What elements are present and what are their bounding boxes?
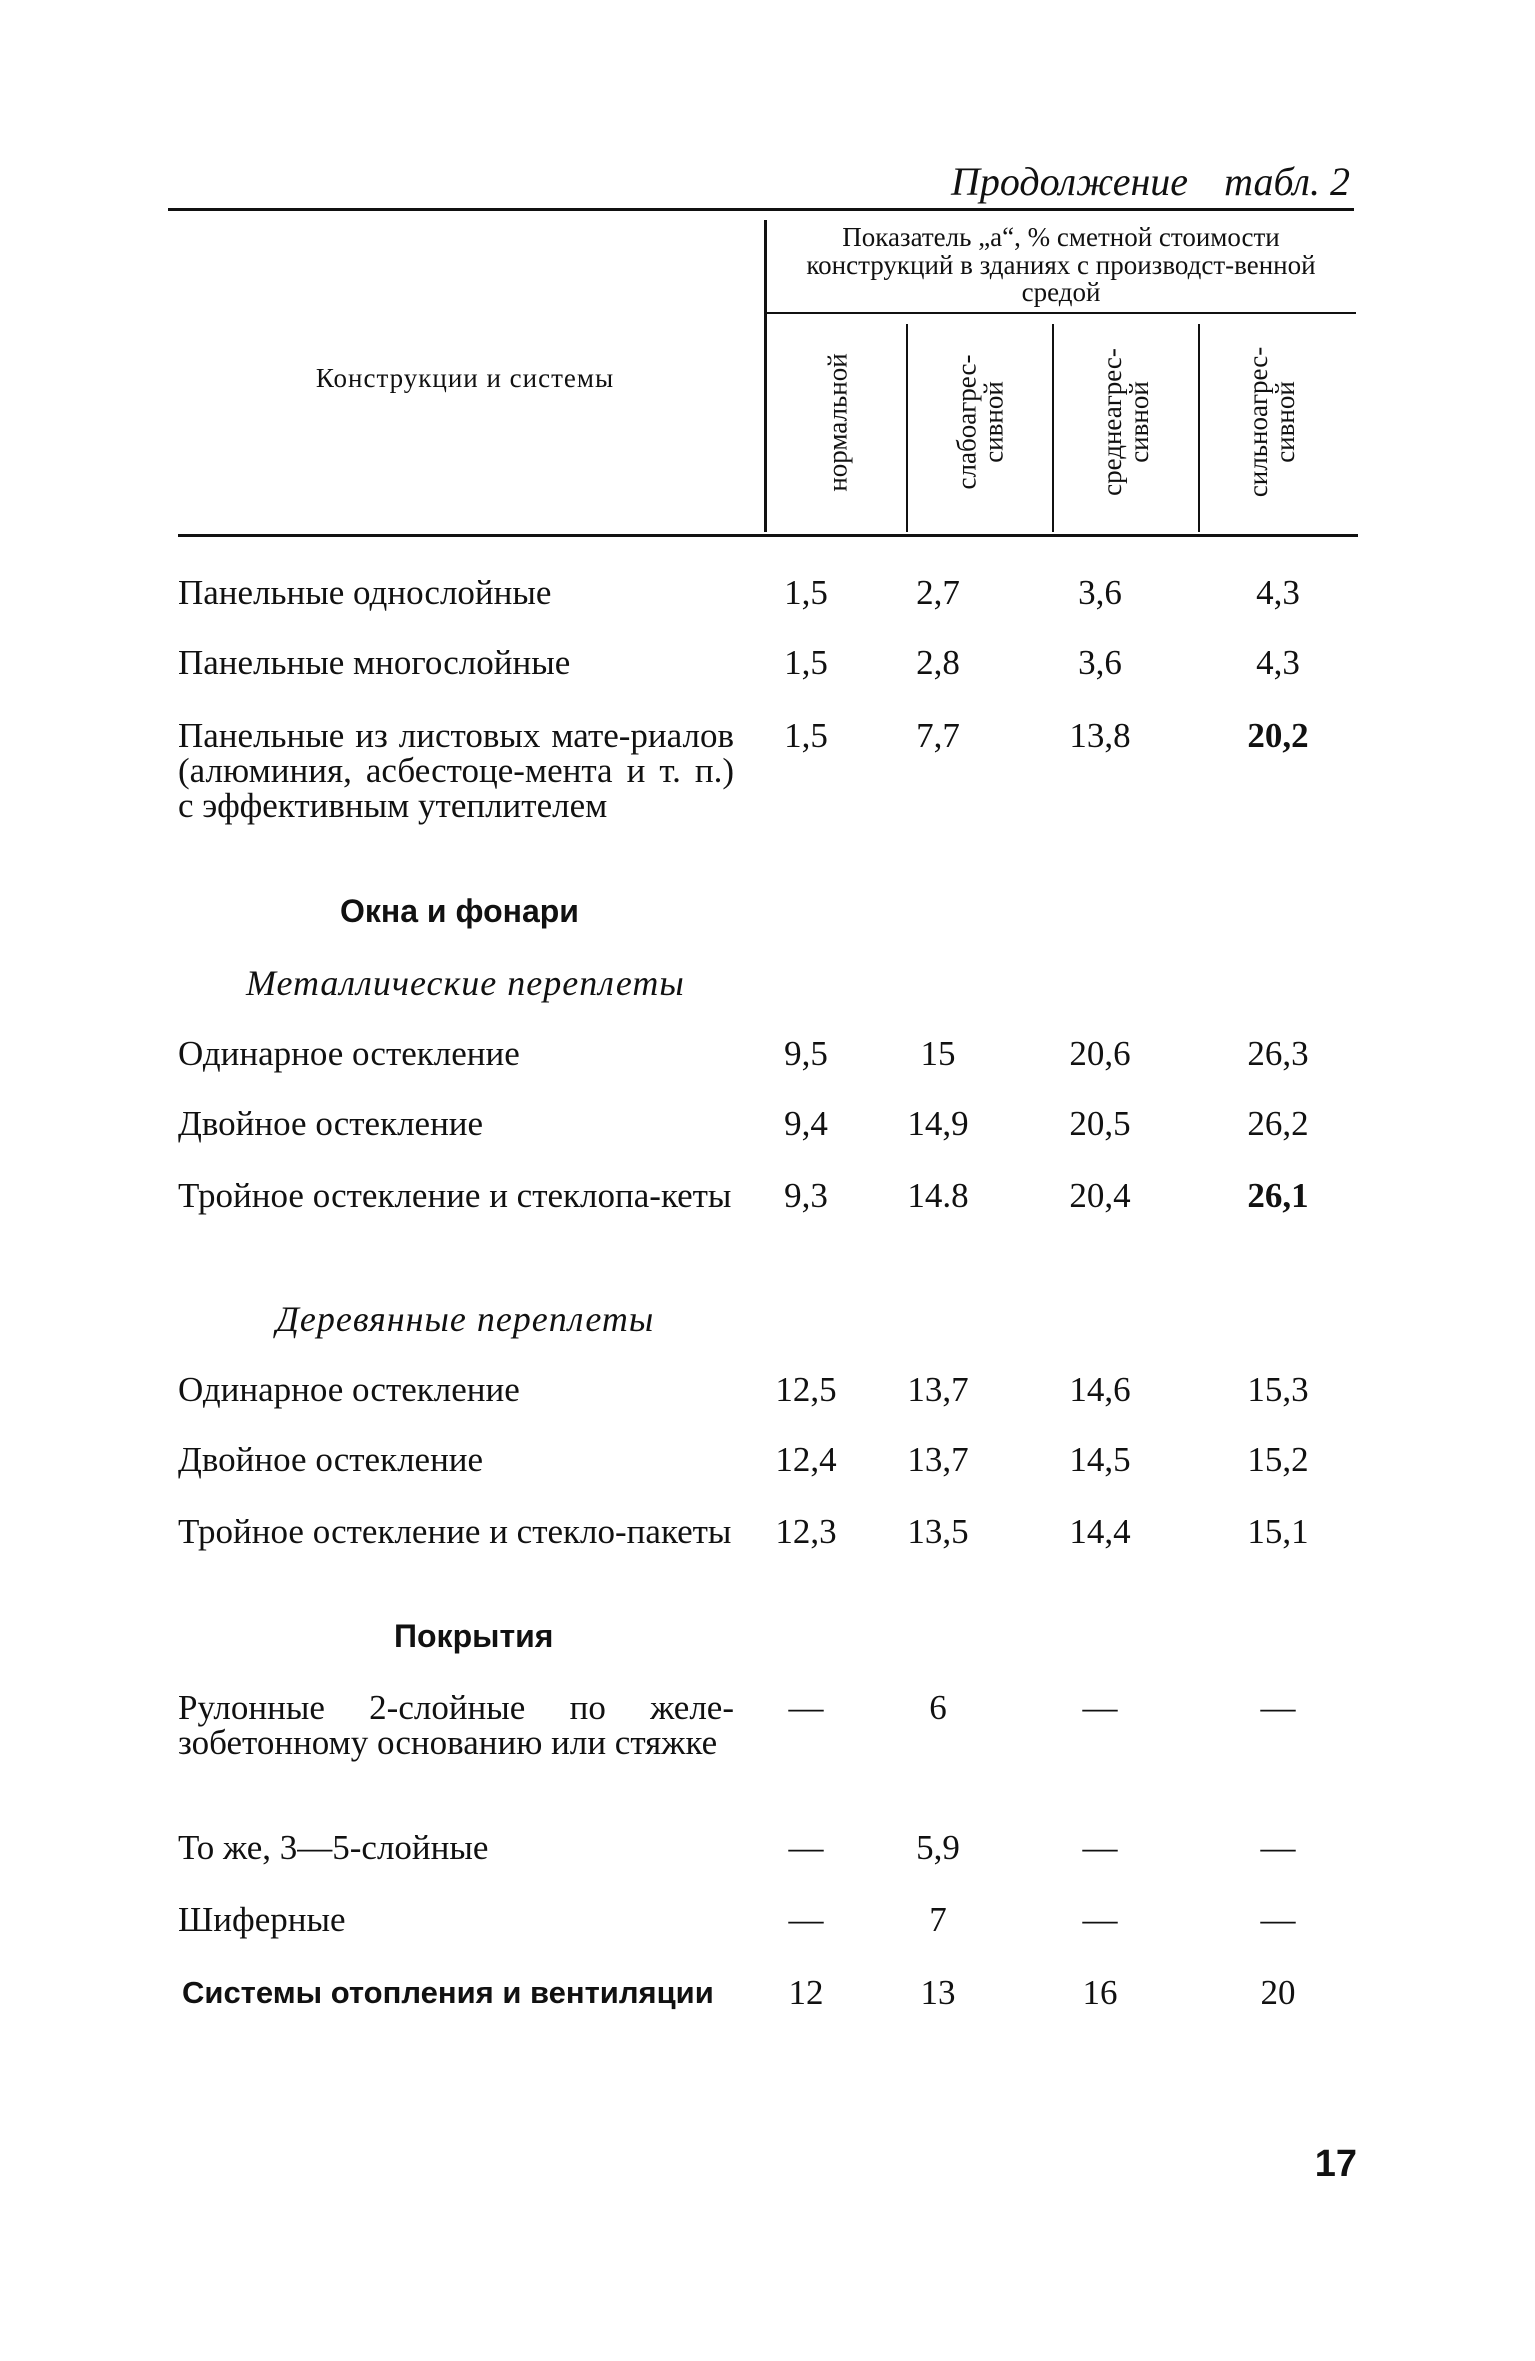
header-col-weak: слабоагрес- сивной <box>951 354 1008 490</box>
row-label: Тройное остекление и стекло-пакеты <box>178 1512 732 1551</box>
cell-weak: 13,5 <box>907 1512 969 1551</box>
row-label: Панельные многослойные <box>178 643 571 682</box>
row-label: Рулонные 2-слойные по желе-зобетонному основанию или стяжке <box>178 1688 734 1762</box>
cell-medium: 3,6 <box>1078 573 1122 612</box>
cell-strong: 20 <box>1260 1973 1296 2012</box>
row-label: Шиферные <box>178 1900 346 1939</box>
cell-normal: 9,4 <box>784 1104 828 1143</box>
header-col-medium: среднеагрес- сивной <box>1097 348 1154 496</box>
cell-strong: 15,3 <box>1247 1370 1309 1409</box>
row-label: Системы отопления и вентиляции <box>182 1975 714 2010</box>
cell-normal: 1,5 <box>784 716 828 755</box>
cell-strong: 4,3 <box>1256 643 1300 682</box>
cell-weak: 14.8 <box>907 1176 969 1215</box>
top-rule <box>168 208 1354 211</box>
cell-normal: 12,4 <box>775 1440 837 1479</box>
cell-normal: — <box>788 1900 824 1939</box>
cell-strong: — <box>1260 1900 1296 1939</box>
cell-medium: 20,5 <box>1069 1104 1131 1143</box>
cell-normal: 1,5 <box>784 643 828 682</box>
header-col-strong: сильноагрес- сивной <box>1243 346 1301 498</box>
cell-strong: 15,2 <box>1247 1440 1309 1479</box>
cell-strong: 26,3 <box>1247 1034 1309 1073</box>
row-label: Тройное остекление и стеклопа-кеты <box>178 1176 732 1215</box>
cell-strong: 26,2 <box>1247 1104 1309 1143</box>
row-label: Двойное остекление <box>178 1104 484 1143</box>
header-divider-3 <box>1052 324 1054 532</box>
cell-weak: 6 <box>929 1688 947 1727</box>
header-col-normal: нормальной <box>822 352 853 492</box>
cell-strong: 4,3 <box>1256 573 1300 612</box>
cell-medium: 14,4 <box>1069 1512 1131 1551</box>
cell-medium: — <box>1082 1900 1118 1939</box>
cell-strong: — <box>1260 1688 1296 1727</box>
cell-medium: 3,6 <box>1078 643 1122 682</box>
header-constructions: Конструкции и системы <box>315 362 615 393</box>
row-label: Панельные из листовых мате-риалов (алюминия, асбестоце-мента и т. п.) с эффективным утеплителем <box>178 716 734 825</box>
cell-medium: 16 <box>1082 1973 1118 2012</box>
cell-weak: 7 <box>929 1900 947 1939</box>
cell-normal: — <box>788 1828 824 1867</box>
subsection-wood: Деревянные переплеты <box>276 1299 655 1339</box>
cell-medium: — <box>1082 1688 1118 1727</box>
cell-strong: 20,2 <box>1247 716 1309 755</box>
cell-strong: — <box>1260 1828 1296 1867</box>
cell-weak: 13 <box>920 1973 956 2012</box>
row-label: То же, 3—5-слойные <box>178 1828 489 1867</box>
cell-weak: 7,7 <box>916 716 960 755</box>
cell-medium: — <box>1082 1828 1118 1867</box>
cell-medium: 20,6 <box>1069 1034 1131 1073</box>
section-coverings: Покрытия <box>394 1618 554 1654</box>
row-label: Одинарное остекление <box>178 1370 520 1409</box>
cell-weak: 5,9 <box>916 1828 960 1867</box>
section-windows: Окна и фонари <box>340 893 579 929</box>
cell-weak: 13,7 <box>907 1370 969 1409</box>
cell-medium: 14,5 <box>1069 1440 1131 1479</box>
table-caption <box>951 158 1350 205</box>
header-bottom-rule <box>178 534 1358 537</box>
header-divider-4 <box>1198 324 1200 532</box>
cell-medium: 14,6 <box>1069 1370 1131 1409</box>
row-label: Одинарное остекление <box>178 1034 520 1073</box>
cell-medium: 20,4 <box>1069 1176 1131 1215</box>
header-indicator-group: Показатель „а“, % сметной стоимости конструкций в зданиях с производст-венной средой <box>806 222 1316 308</box>
row-label: Панельные однослойные <box>178 573 552 612</box>
header-group-rule <box>766 312 1356 314</box>
cell-weak: 15 <box>920 1034 956 1073</box>
cell-normal: 12 <box>788 1973 824 2012</box>
subsection-metal: Металлические переплеты <box>246 963 685 1003</box>
cell-weak: 2,8 <box>916 643 960 682</box>
cell-normal: 9,3 <box>784 1176 828 1215</box>
cell-strong: 26,1 <box>1247 1176 1309 1215</box>
cell-weak: 2,7 <box>916 573 960 612</box>
cell-normal: 12,5 <box>775 1370 837 1409</box>
caption-continuation: Продолжение <box>950 159 1189 204</box>
cell-normal: — <box>788 1688 824 1727</box>
cell-normal: 1,5 <box>784 573 828 612</box>
cell-medium: 13,8 <box>1069 716 1131 755</box>
cell-weak: 14,9 <box>907 1104 969 1143</box>
cell-weak: 13,7 <box>907 1440 969 1479</box>
cell-normal: 9,5 <box>784 1034 828 1073</box>
page-number: 17 <box>1314 2143 1357 2185</box>
cell-strong: 15,1 <box>1247 1512 1309 1551</box>
row-label: Двойное остекление <box>178 1440 484 1479</box>
cell-normal: 12,3 <box>775 1512 837 1551</box>
caption-table-number: табл. 2 <box>1224 159 1350 204</box>
